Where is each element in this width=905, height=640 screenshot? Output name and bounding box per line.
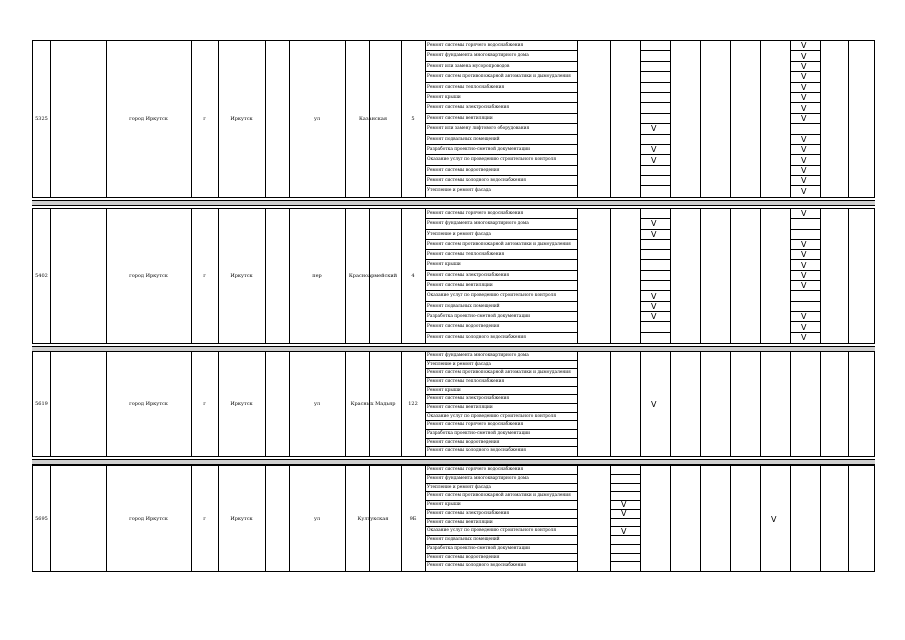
cell-city: город Иркутск [129, 273, 168, 279]
building-block [32, 351, 875, 457]
subgrid-row [640, 322, 670, 332]
merged-check-mark: V [771, 514, 777, 524]
column-divider [848, 466, 849, 571]
work-item: Ремонт системы теплоснабжения [425, 378, 577, 387]
cell-id: 5325 [35, 116, 48, 122]
merged-check-mark: V [651, 400, 657, 409]
check-mark: V [801, 72, 807, 82]
work-item: Ремонт фундамента многоквартирного дома [425, 352, 577, 361]
check-mark: V [801, 155, 807, 165]
cell-city: город Иркутск [129, 401, 168, 407]
column-divider [820, 41, 821, 197]
check-mark: V [801, 93, 807, 103]
column-divider [730, 352, 731, 456]
check-mark: V [801, 186, 807, 196]
work-item: Оказание услуг по проведению строительного контроля [425, 527, 577, 536]
work-item: Ремонт системы вентиляции [425, 281, 577, 291]
check-mark: V [651, 219, 657, 229]
column-divider [700, 466, 701, 571]
work-item: Утепление и ремонт фасада [425, 484, 577, 493]
cell-id: 5695 [35, 515, 48, 522]
column-divider [760, 209, 761, 343]
work-item: Ремонт систем противопожарной автоматики и дымоудаления [425, 240, 577, 250]
subgrid-row [640, 176, 670, 186]
subgrid-row [640, 240, 670, 250]
cell-city: город Иркутск [129, 116, 168, 122]
cell-settlement: Иркутск [230, 273, 253, 279]
cell-settlement-type: г [203, 515, 206, 522]
work-item: Ремонт крыши [425, 260, 577, 270]
work-item: Ремонт системы горячего водоснабжения [425, 209, 577, 219]
subgrid-a [640, 41, 670, 197]
cell-id: 5402 [35, 273, 48, 279]
work-item: Утепление и ремонт фасада [425, 361, 577, 370]
cell-house: 122 [408, 401, 418, 407]
cell-settlement: Иркутск [230, 116, 253, 122]
work-item: Ремонт системы теплоснабжения [425, 83, 577, 93]
cell-street: Култукская [357, 515, 389, 522]
cell-settlement-type: г [203, 401, 206, 407]
subgrid-row [610, 519, 640, 528]
cell-settlement-type: г [203, 116, 206, 122]
column-divider [50, 466, 51, 571]
work-item: Ремонт систем противопожарной автоматики и дымоудаления [425, 369, 577, 378]
block-separator [32, 200, 875, 206]
cell-street-type: ул [313, 116, 321, 122]
subgrid-row [610, 554, 640, 563]
check-mark: V [801, 322, 807, 332]
check-mark: V [651, 155, 657, 165]
check-mark: V [651, 301, 657, 311]
cell-street-type: пер [312, 273, 322, 279]
column-divider [700, 41, 701, 197]
column-divider [577, 209, 578, 343]
subgrid-row [610, 562, 640, 571]
subgrid-row [640, 333, 670, 343]
column-divider [730, 466, 731, 571]
work-item: Ремонт системы теплоснабжения [425, 250, 577, 260]
building-block [32, 465, 875, 572]
check-mark: V [801, 166, 807, 175]
work-item: Ремонт системы вентиляции [425, 404, 577, 413]
subgrid-row [610, 536, 640, 545]
column-divider [848, 209, 849, 343]
column-divider [700, 352, 701, 456]
work-item: Ремонт крыши [425, 501, 577, 510]
check-mark: V [801, 82, 807, 92]
column-divider [670, 352, 671, 456]
check-mark: V [801, 62, 807, 71]
column-divider [760, 466, 761, 571]
work-item: Ремонт фундамента многоквартирного дома [425, 219, 577, 229]
column-divider [760, 352, 761, 456]
column-divider [730, 209, 731, 343]
check-mark: V [801, 51, 807, 61]
check-mark: V [801, 134, 807, 144]
check-mark: V [801, 250, 807, 260]
check-mark: V [801, 103, 807, 113]
work-item: Ремонт системы горячего водоснабжения [425, 41, 577, 51]
column-divider [670, 41, 671, 197]
work-item: Ремонт системы водоотведения [425, 322, 577, 332]
check-mark: V [801, 271, 807, 280]
check-mark: V [651, 124, 657, 134]
subgrid-row [640, 209, 670, 219]
column-divider [265, 352, 266, 456]
subgrid-row [640, 93, 670, 103]
subgrid-row [640, 166, 670, 176]
work-item: Ремонт фундамента многоквартирного дома [425, 51, 577, 61]
work-item: Ремонт системы холодного водоснабжения [425, 176, 577, 186]
subgrid-row [640, 250, 670, 260]
column-divider [848, 352, 849, 456]
subgrid-row [640, 72, 670, 82]
subgrid-row [640, 281, 670, 291]
work-item: Ремонт систем противопожарной автоматики и дымоудаления [425, 72, 577, 82]
cell-street: Красных Мадьяр [350, 401, 396, 407]
work-item: Ремонт системы вентиляции [425, 519, 577, 528]
subgrid-row [640, 186, 670, 196]
subgrid-row [640, 271, 670, 281]
work-item: Ремонт системы холодного водоснабжения [427, 448, 526, 454]
work-item: Ремонт системы электроснабжения [425, 510, 577, 519]
work-item: Ремонт системы горячего водоснабжения [425, 421, 577, 430]
subgrid-row [610, 545, 640, 554]
column-divider [640, 352, 641, 456]
work-item: Ремонт системы электроснабжения [425, 395, 577, 404]
work-item: Ремонт системы водоотведения [425, 554, 577, 563]
work-item: Ремонт системы холодного водоснабжения [427, 334, 526, 340]
work-item: Ремонт системы водоотведения [425, 166, 577, 176]
check-mark: V [801, 332, 807, 342]
column-divider [50, 209, 51, 343]
work-item: Разработка проектно-сметной документации [425, 312, 577, 322]
column-divider [265, 466, 266, 571]
work-item: Ремонт подвальных помещений [425, 135, 577, 145]
work-item: Ремонт подвальных помещений [425, 302, 577, 312]
work-item: Ремонт систем противопожарной автоматики и дымоудаления [425, 492, 577, 501]
subgrid-row [790, 230, 820, 240]
work-item: Ремонт системы электроснабжения [425, 271, 577, 281]
work-item: Утепление и ремонт фасада [427, 188, 491, 194]
subgrid-row [640, 51, 670, 61]
check-mark: V [801, 209, 807, 219]
check-mark: V [801, 176, 807, 186]
column-divider [670, 466, 671, 571]
work-item: Ремонт крыши [425, 93, 577, 103]
subgrid-row [640, 260, 670, 270]
check-mark: V [801, 145, 807, 155]
cell-id: 5619 [35, 401, 48, 407]
works-list [425, 209, 577, 343]
work-item: Разработка проектно-сметной документации [425, 145, 577, 155]
check-mark: V [651, 229, 657, 239]
work-item: Оказание услуг по проведению строительного контроля [425, 155, 577, 165]
column-divider [50, 352, 51, 456]
check-mark: V [621, 526, 627, 536]
check-mark: V [801, 260, 807, 270]
subgrid-left [610, 466, 640, 571]
subgrid-row [610, 475, 640, 484]
works-list [425, 41, 577, 197]
column-divider [577, 466, 578, 571]
column-divider [50, 41, 51, 197]
work-item: Оказание услуг по проведению строительного контроля [425, 291, 577, 301]
check-mark: V [621, 509, 627, 519]
check-mark: V [801, 281, 807, 291]
column-divider [848, 41, 849, 197]
work-item: Ремонт или замена мусоропроводов [425, 62, 577, 72]
check-mark: V [651, 291, 657, 301]
subgrid-row [790, 291, 820, 301]
building-block [32, 208, 875, 344]
work-item: Утепление и ремонт фасада [425, 230, 577, 240]
work-item: Ремонт фундамента многоквартирного дома [425, 475, 577, 484]
work-item: Ремонт крыши [425, 387, 577, 396]
work-item: Ремонт системы холодного водоснабжения [427, 563, 526, 569]
cell-house: 5 [411, 116, 415, 122]
cell-house: 4 [411, 273, 415, 279]
cell-street-type: ул [313, 401, 321, 407]
work-item: Ремонт системы горячего водоснабжения [425, 466, 577, 475]
check-mark: V [801, 312, 807, 322]
column-divider [820, 466, 821, 571]
check-mark: V [651, 145, 657, 155]
column-divider [610, 41, 611, 197]
column-divider [640, 466, 641, 571]
column-divider [760, 41, 761, 197]
column-divider [610, 209, 611, 343]
subgrid-row [640, 103, 670, 113]
column-divider [265, 209, 266, 343]
works-list [425, 352, 577, 456]
cell-street: Красноармейский [348, 273, 398, 279]
work-item: Ремонт системы электроснабжения [425, 103, 577, 113]
column-divider [820, 209, 821, 343]
subgrid-row [610, 466, 640, 475]
subgrid-row [610, 484, 640, 493]
column-divider [577, 352, 578, 456]
cell-settlement-type: г [203, 273, 206, 279]
subgrid-row [640, 83, 670, 93]
work-item: Ремонт или замену лифтового оборудования [425, 124, 577, 134]
check-mark: V [801, 41, 807, 51]
column-divider [610, 352, 611, 456]
column-divider [790, 352, 791, 456]
column-divider [820, 352, 821, 456]
cell-city: город Иркутск [129, 515, 168, 522]
work-item: Разработка проектно-сметной документации [425, 430, 577, 439]
cell-street-type: ул [313, 515, 321, 522]
work-item: Ремонт системы вентиляции [425, 114, 577, 124]
subgrid-row [640, 114, 670, 124]
column-divider [790, 466, 791, 571]
works-list [425, 466, 577, 571]
cell-house: 9Б [409, 515, 417, 522]
column-divider [265, 41, 266, 197]
check-mark: V [801, 240, 807, 250]
subgrid-row [790, 124, 820, 134]
subgrid-row [640, 62, 670, 72]
subgrid-row [790, 302, 820, 312]
column-divider [577, 41, 578, 197]
building-block [32, 40, 875, 198]
work-item: Разработка проектно-сметной документации [425, 545, 577, 554]
subgrid-row [790, 219, 820, 229]
column-divider [730, 41, 731, 197]
check-mark: V [651, 312, 657, 322]
subgrid-row [640, 135, 670, 145]
cell-street: Казанская [359, 116, 387, 122]
cell-settlement: Иркутск [230, 515, 253, 522]
work-item: Оказание услуг по проведению строительного контроля [425, 413, 577, 422]
work-item: Ремонт системы водоотведения [425, 439, 577, 448]
subgrid-row [640, 41, 670, 51]
column-divider [700, 209, 701, 343]
check-mark: V [801, 114, 807, 123]
work-item: Ремонт подвальных помещений [425, 536, 577, 545]
cell-settlement: Иркутск [230, 401, 253, 407]
check-mark: V [621, 500, 627, 510]
column-divider [670, 209, 671, 343]
